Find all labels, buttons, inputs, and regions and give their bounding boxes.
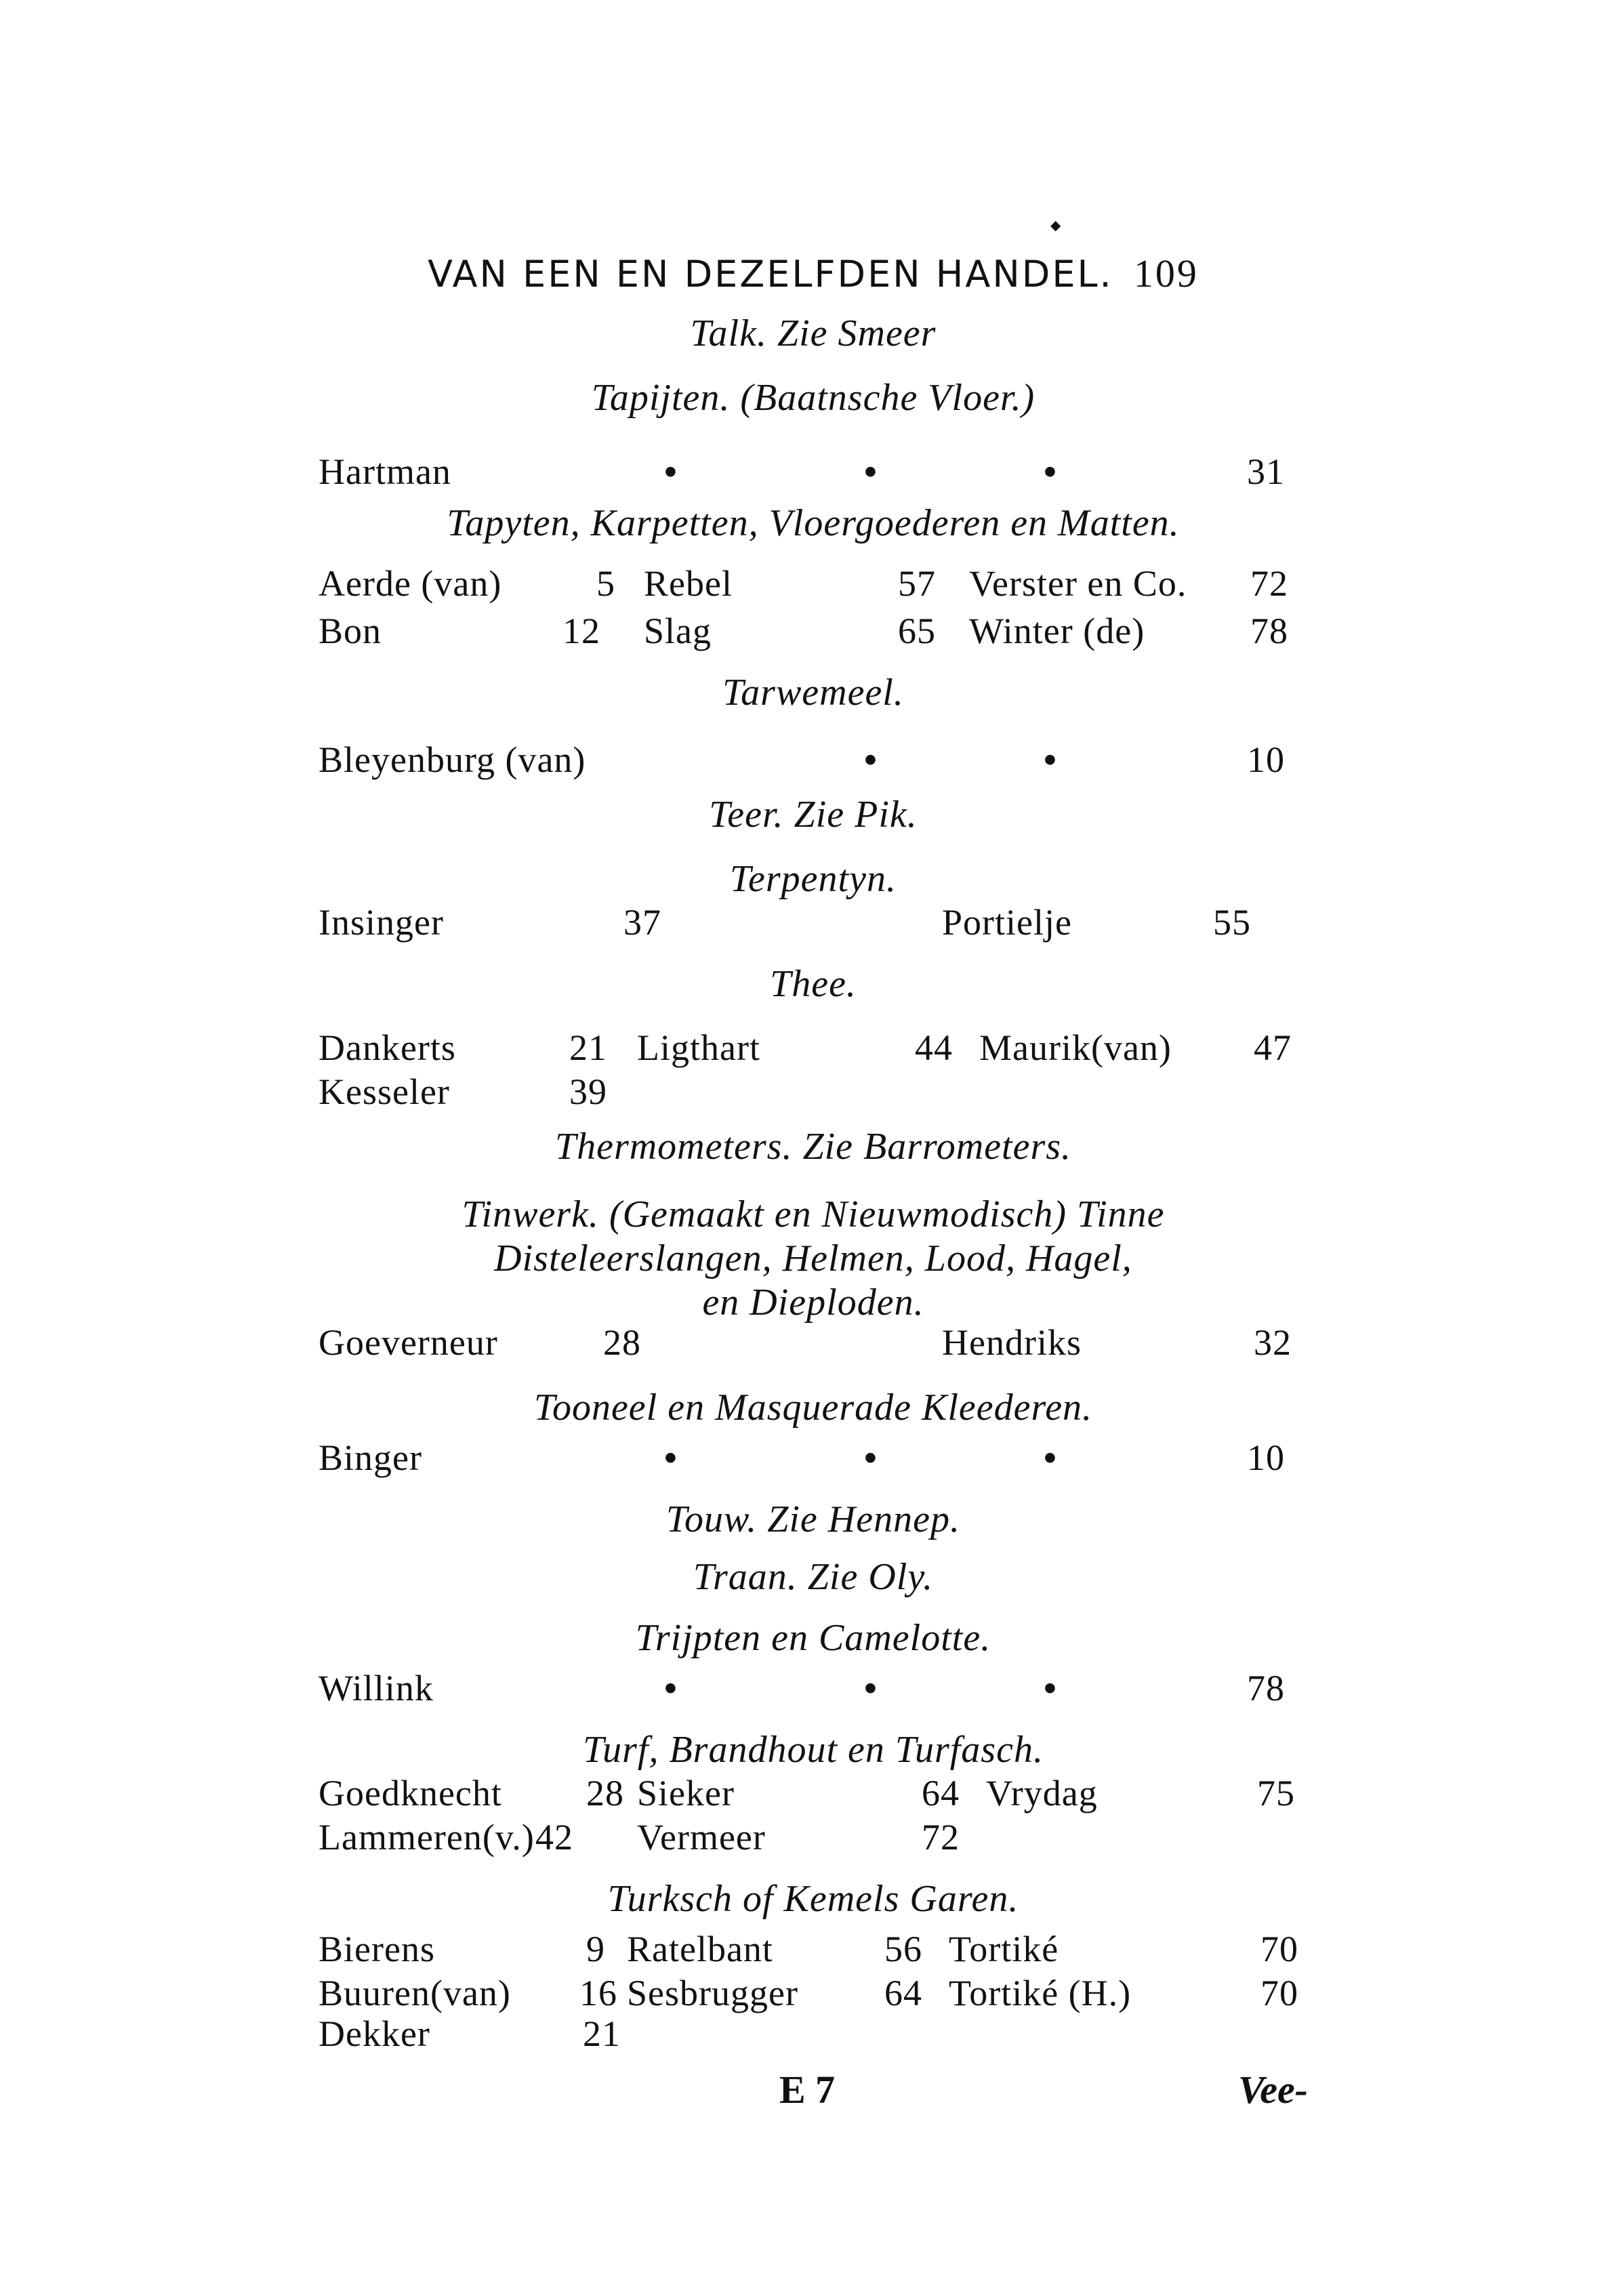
entry-row: [319, 901, 1308, 949]
entry-number: 72: [1250, 563, 1288, 604]
entry-name: Slag: [644, 611, 712, 651]
entry-name: Binger: [319, 1437, 422, 1478]
heading-terpentyn: Terpentyn.: [730, 858, 897, 900]
entry-name: Ligthart: [637, 1027, 760, 1068]
entry-number: 9: [586, 1929, 605, 1969]
entry-row: [319, 610, 1308, 657]
heading-turksch: Turksch of Kemels Garen.: [607, 1878, 1019, 1920]
entry-name: Verster en Co.: [969, 563, 1187, 604]
entry-number: 28: [586, 1773, 624, 1813]
header-title: VAN EEN EN DEZELFDEN HANDEL.: [428, 253, 1113, 295]
entry-number: 64: [922, 1773, 960, 1813]
entry-number: 10: [1247, 739, 1285, 780]
entry-row: [319, 1027, 1308, 1074]
entry-number: 78: [1250, 611, 1288, 651]
entry-number: 78: [1247, 1668, 1285, 1708]
entry-row: [319, 739, 1308, 786]
entry-name: Vrydag: [986, 1773, 1098, 1813]
leader-dot: •: [864, 1668, 878, 1708]
entry-row: [319, 2013, 1308, 2060]
entry-number: 47: [1254, 1027, 1292, 1068]
heading-teer: Teer. Zie Pik.: [709, 794, 918, 836]
entry-number: 65: [898, 611, 936, 651]
entry-number: 5: [596, 563, 615, 604]
leader-dot: •: [1044, 451, 1057, 492]
entry-name: Ratelbant: [627, 1929, 773, 1969]
heading-tinwerk-line1: Tinwerk. (Gemaakt en Nieuwmodisch) Tinne: [461, 1193, 1165, 1235]
entry-name: Kesseler: [319, 1071, 450, 1112]
entry-name: Bon: [319, 611, 382, 651]
heading-tinwerk-line3: en Dieploden.: [702, 1282, 924, 1324]
entry-number: 32: [1254, 1322, 1292, 1363]
entry-name: Goedknecht: [319, 1773, 502, 1813]
entry-number: 55: [1213, 902, 1251, 943]
running-header: [319, 251, 1308, 296]
entry-number: 44: [915, 1027, 953, 1068]
leader-dot: •: [1044, 1668, 1057, 1708]
entry-number: 21: [583, 2013, 621, 2054]
page-number: 109: [1133, 251, 1199, 295]
entry-name: Bleyenburg (van): [319, 739, 586, 780]
entry-row: [319, 1667, 1308, 1715]
entry-number: 21: [569, 1027, 607, 1068]
entry-number: 42: [535, 1817, 573, 1858]
entry-number: 64: [884, 1973, 922, 2013]
heading-touw: Touw. Zie Hennep.: [666, 1498, 960, 1540]
entry-row: [319, 451, 1308, 498]
entry-row: [319, 1071, 1308, 1118]
entry-name: Willink: [319, 1668, 434, 1708]
entry-number: 56: [884, 1929, 922, 1969]
entry-name: Aerde (van): [319, 563, 502, 604]
heading-tarwemeel: Tarwemeel.: [722, 672, 904, 714]
entry-number: 28: [603, 1322, 641, 1363]
entry-number: 57: [898, 563, 936, 604]
ink-speck: ◆: [1050, 217, 1061, 233]
catchword: Vee-: [1237, 2068, 1308, 2112]
entry-row: [319, 1437, 1308, 1484]
leader-dot: •: [864, 1437, 878, 1478]
entry-name: Buuren(van): [319, 1973, 511, 2013]
entry-row: [319, 1772, 1308, 1820]
entry-name: Winter (de): [969, 611, 1145, 651]
entry-name: Maurik(van): [979, 1027, 1172, 1068]
entry-number: 72: [922, 1817, 960, 1858]
entry-row: [319, 1928, 1308, 1975]
entry-number: 10: [1247, 1437, 1285, 1478]
book-page: [319, 217, 1308, 2155]
entry-name: Insinger: [319, 902, 444, 943]
entry-number: 16: [579, 1973, 617, 2013]
entry-name: Hartman: [319, 451, 451, 492]
signature-mark: E 7: [779, 2068, 836, 2112]
heading-thermometers: Thermometers. Zie Barrometers.: [554, 1126, 1072, 1168]
entry-number: 75: [1257, 1773, 1295, 1813]
entry-name: Portielje: [942, 902, 1072, 943]
entry-row: [319, 1816, 1308, 1864]
entry-name: Goeverneur: [319, 1322, 498, 1363]
heading-thee: Thee.: [770, 963, 857, 1005]
heading-turf: Turf, Brandhout en Turfasch.: [583, 1729, 1044, 1771]
entry-number: 70: [1260, 1973, 1298, 2013]
entry-name: Lammeren(v.): [319, 1817, 535, 1858]
entry-name: Tortiké: [949, 1929, 1059, 1969]
entry-number: 37: [623, 902, 661, 943]
entry-name: Vermeer: [637, 1817, 766, 1858]
entry-row: [319, 562, 1308, 610]
leader-dot: •: [864, 451, 878, 492]
entry-number: 70: [1260, 1929, 1298, 1969]
leader-dot: •: [664, 1437, 678, 1478]
entry-name: Bierens: [319, 1929, 435, 1969]
leader-dot: •: [1044, 1437, 1057, 1478]
entry-name: Sieker: [637, 1773, 735, 1813]
heading-talk: Talk. Zie Smeer: [690, 312, 937, 354]
heading-tooneel: Tooneel en Masquerade Kleederen.: [533, 1387, 1093, 1429]
heading-traan: Traan. Zie Oly.: [693, 1556, 934, 1598]
leader-dot: •: [1044, 739, 1057, 780]
entry-name: Tortiké (H.): [949, 1973, 1132, 2013]
entry-number: 12: [562, 611, 600, 651]
entry-name: Dekker: [319, 2013, 430, 2054]
entry-number: 39: [569, 1071, 607, 1112]
heading-tapyten: Tapyten, Karpetten, Vloergoederen en Matten.: [447, 502, 1180, 544]
page-footer: [319, 2067, 1308, 2121]
heading-trijpten: Trijpten en Camelotte.: [635, 1617, 991, 1659]
heading-tapijten: Tapijten. (Baatnsche Vloer.): [591, 377, 1035, 419]
entry-name: Rebel: [644, 563, 733, 604]
entry-name: Sesbrugger: [627, 1973, 798, 2013]
leader-dot: •: [664, 451, 678, 492]
entry-name: Dankerts: [319, 1027, 456, 1068]
heading-tinwerk-line2: Disteleerslangen, Helmen, Lood, Hagel,: [494, 1237, 1132, 1279]
leader-dot: •: [864, 739, 878, 780]
entry-row: [319, 1321, 1308, 1369]
entry-name: Hendriks: [942, 1322, 1082, 1363]
leader-dot: •: [664, 1668, 678, 1708]
entry-number: 31: [1247, 451, 1285, 492]
